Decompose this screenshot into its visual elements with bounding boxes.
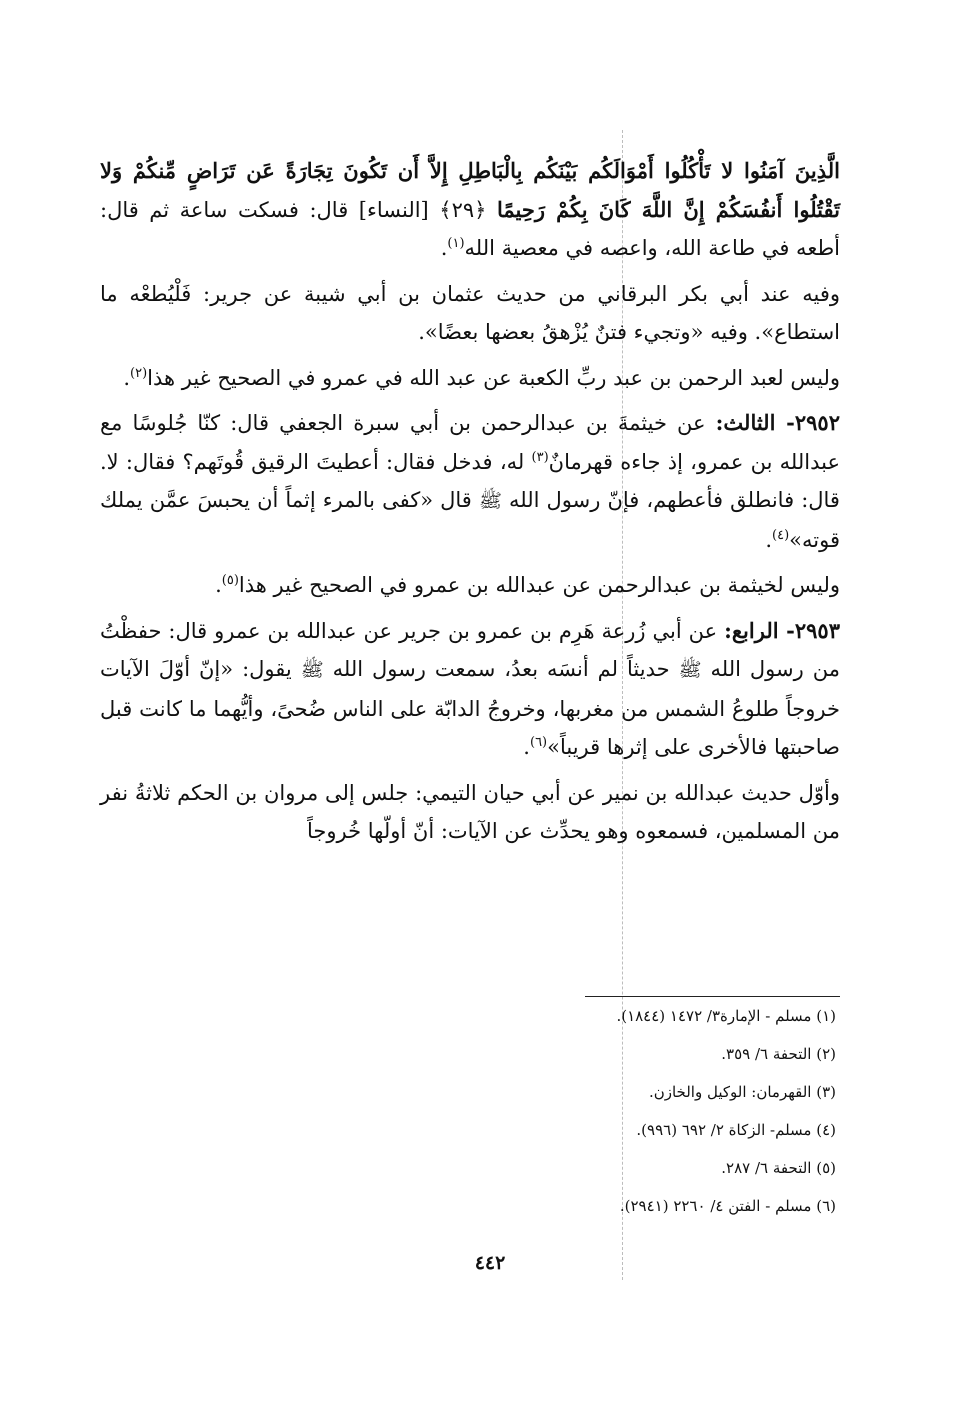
footnote-separator <box>585 996 840 997</box>
paragraph-3-text: وليس لعبد الرحمن بن عبد ربِّ الكعبة عن عبد الله في عمرو في الصحيح غير هذا <box>147 365 840 390</box>
paragraph-1-end: . <box>440 236 448 260</box>
hadith-2952-text-3: قال «كفى بالمرء إثماً أن يحبسَ عمَّن يملك قوته» <box>100 488 840 552</box>
paragraph-5-text: وليس لخيثمة بن عبدالرحمن عن عبدالله بن عمرو في الصحيح غير هذا <box>238 573 840 597</box>
salutation-symbol: ﷺ <box>678 659 702 681</box>
footnote-ref-4: (٤) <box>772 527 790 543</box>
ayah-marker: ﴿٢٩﴾ <box>439 197 487 222</box>
paragraph-2 <box>100 275 840 352</box>
paragraph-7-text: وأوّل حديث عبدالله بن نمير عن أبي حيان التيمي: جلس إلى مروان بن الحكم ثلاثةُ نفر من المسلمين، فسمعوه وهو يحدِّث عن الآيات: أنّ أولّها خُروجاً <box>100 780 840 843</box>
hadith-2953-text: عن أبي زُرعة هَرِم بن عمرو بن جرير عن عبدالله بن عمرو قال: حفظْتُ من رسول الله <box>100 618 840 681</box>
hadith-2953-end: . <box>523 735 530 759</box>
footnote-item: (٤) مسلم- الزكاة ٢/ ٦٩٢ (٩٩٦). <box>636 1121 836 1139</box>
quran-verse: الَّذِينَ آمَنُوا لا تَأْكُلُوا أَمْوَالَكُم بَيْنَكُم بِالْبَاطِلِ إِلاَّ أَن تَكُونَ تِجَارَةً عَن تَرَاضٍ مِّنكُمْ وَلا تَقْتُلُوا أَنفُسَكُمْ إِنَّ اللَّهَ كَانَ بِكُمْ رَحِيمًا <box>100 158 840 222</box>
hadith-number-heading: ٢٩٥٣- الرابع: <box>724 617 840 643</box>
footnote-ref-1: (١) <box>447 236 465 251</box>
paragraph-7 <box>100 774 840 851</box>
paragraph-1 <box>100 152 840 268</box>
paragraph-1-text: [النساء] قال: فسكت ساعة ثم قال: أطعه في طاعة الله، واعصه في معصية الله <box>100 197 840 260</box>
footnote-ref-5: (٥) <box>221 573 239 588</box>
hadith-number-heading: ٢٩٥٢- الثالث: <box>715 410 840 435</box>
footnote-ref-3: (٣) <box>531 449 549 465</box>
salutation-symbol: ﷺ <box>300 659 324 681</box>
page-number: ٤٤٢ <box>474 1252 506 1274</box>
hadith-2952-end: . <box>765 527 773 552</box>
footnote-item: (١) مسلم - الإمارة٣/ ١٤٧٢ (١٨٤٤). <box>616 1007 836 1025</box>
main-text <box>100 152 840 858</box>
footnotes <box>100 1006 840 1234</box>
footnote-ref-6: (٦) <box>529 735 548 750</box>
hadith-2953 <box>100 612 840 767</box>
hadith-2952 <box>100 404 840 559</box>
footnote-item: (٣) القهرمان: الوكيل والخازن. <box>648 1083 836 1101</box>
paragraph-3-end: . <box>123 365 130 390</box>
paragraph-2-text: وفيه عند أبي بكر البرقاني من حديث عثمان بن أبي شيبة عن جرير: فَلْيُطعْه ما استطاع». وفيه «وتجيء فتنٌ يُزْهقُ بعضها بعضًا». <box>100 281 840 344</box>
paragraph-5 <box>100 566 840 605</box>
footnote-item: (٥) التحفة ٦/ ٢٨٧. <box>721 1159 836 1177</box>
footnote-item: (٢) التحفة ٦/ ٣٥٩. <box>721 1045 836 1063</box>
footnote-ref-2: (٢) <box>130 365 148 381</box>
hadith-2952-text-2: له، فدخل فقال: أعطيتَ الرقيق قُوتَهم؟ فقال: لا. قال: فانطلق فأعطهم، فإنّ رسول الله <box>100 449 840 512</box>
hadith-2953-text-3: يقول: «إنّ أوّلَ الآيات خروجاً طلوعُ الشمس من مغربها، وخروجُ الدابّة على الناس ضُحىً، وأيُّهما ما كانت قبل صاحبتها فالأخرى على إثرها قريباً» <box>100 657 840 759</box>
paragraph-5-end: . <box>215 573 222 597</box>
hadith-2952-text: عن خيثمةَ بن عبدالرحمن بن أبي سبرة الجعفي قال: كنّا جُلوسًا مع عبدالله بن عمرو، إذ جاءه قهرمانٌ <box>100 411 840 474</box>
paragraph-3 <box>100 359 840 398</box>
salutation-symbol: ﷺ <box>478 490 502 512</box>
footnote-item: (٦) مسلم - الفتن ٤/ ٢٢٦٠ (٢٩٤١). <box>619 1197 836 1215</box>
hadith-2953-text-2: حديثاً لم أنسَه بعدُ، سمعت رسول الله <box>332 657 670 681</box>
